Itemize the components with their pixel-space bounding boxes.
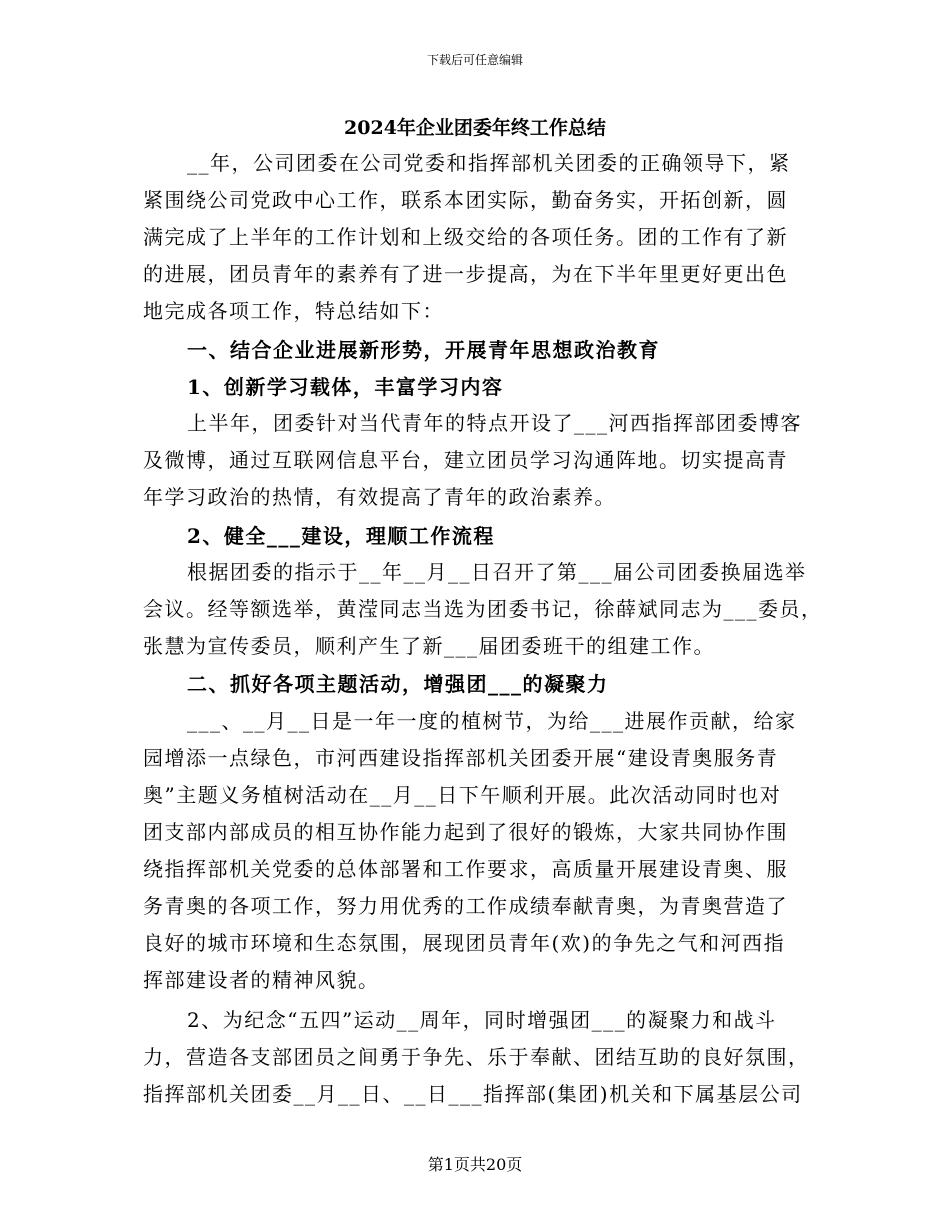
paragraph-line: 务青奥的各项工作，努力用优秀的工作成绩奉献青奥，为青奥营造了 <box>143 894 788 918</box>
paragraph-line: 及微博，通过互联网信息平台，建立团员学习沟通阵地。切实提高青 <box>143 448 788 472</box>
section-heading-line: 二、抓好各项主题活动，增强团___的凝聚力 <box>187 672 609 696</box>
paragraph-line: 张慧为宣传委员，顺利产生了新___届团委班干的组建工作。 <box>143 634 715 658</box>
page-footer: 第1页共20页 <box>427 1155 523 1174</box>
paragraph-line: 满完成了上半年的工作计划和上级交给的各项任务。团的工作有了新 <box>143 225 788 249</box>
paragraph-line: 力，营造各支部团员之间勇于争先、乐于奉献、团结互助的良好氛围， <box>143 1045 810 1069</box>
paragraph-line: 紧围绕公司党政中心工作，联系本团实际，勤奋务实，开拓创新，圆 <box>143 188 788 212</box>
paragraph-line: 指挥部机关团委__月__日、__日___指挥部(集团)机关和下属基层公司 <box>143 1082 803 1106</box>
paragraph-line: 的进展，团员青年的素养有了进一步提高，为在下半年里更好更出色 <box>143 262 788 286</box>
paragraph-line: 良好的城市环境和生态氛围，展现团员青年(欢)的争先之气和河西指 <box>143 931 786 955</box>
document-title: 2024年企业团委年终工作总结 <box>344 117 606 139</box>
paragraph-line: 地完成各项工作，特总结如下： <box>143 299 444 323</box>
paragraph-line: 团支部内部成员的相互协作能力起到了很好的锻炼，大家共同协作围 <box>143 820 788 844</box>
section-heading-line: 一、结合企业进展新形势，开展青年思想政治教育 <box>187 338 660 362</box>
paragraph-line: 年学习政治的热情，有效提高了青年的政治素养。 <box>143 485 616 509</box>
paragraph-line: __年，公司团委在公司党委和指挥部机关团委的正确领导下，紧 <box>187 151 791 175</box>
page-header: 下载后可任意编辑 <box>426 53 523 67</box>
paragraph-line: 绕指挥部机关党委的总体部署和工作要求，高质量开展建设青奥、服 <box>143 857 788 881</box>
paragraph-line: 挥部建设者的精神风貌。 <box>143 968 380 992</box>
paragraph-line: 根据团委的指示于__年__月__日召开了第___届公司团委换届选举 <box>187 560 807 584</box>
section-heading-line: 2、健全___建设，理顺工作流程 <box>187 524 495 548</box>
paragraph-line: 2、为纪念“五四”运动__周年，同时增强团___的凝聚力和战斗 <box>187 1008 777 1032</box>
paragraph-line: 上半年，团委针对当代青年的特点开设了___河西指挥部团委博客 <box>187 411 802 435</box>
paragraph-line: 园增添一点绿色，市河西建设指挥部机关团委开展“建设青奥服务青 <box>143 746 779 770</box>
section-heading-line: 1、创新学习载体，丰富学习内容 <box>187 375 504 399</box>
paragraph-line: 奥”主题义务植树活动在__月__日下午顺利开展。此次活动同时也对 <box>143 783 782 807</box>
paragraph-line: ___、__月__日是一年一度的植树节，为给___进展作贡献，给家 <box>187 709 797 733</box>
paragraph-line: 会议。经等额选举，黄滢同志当选为团委书记，徐薛斌同志为___委员， <box>143 597 823 621</box>
